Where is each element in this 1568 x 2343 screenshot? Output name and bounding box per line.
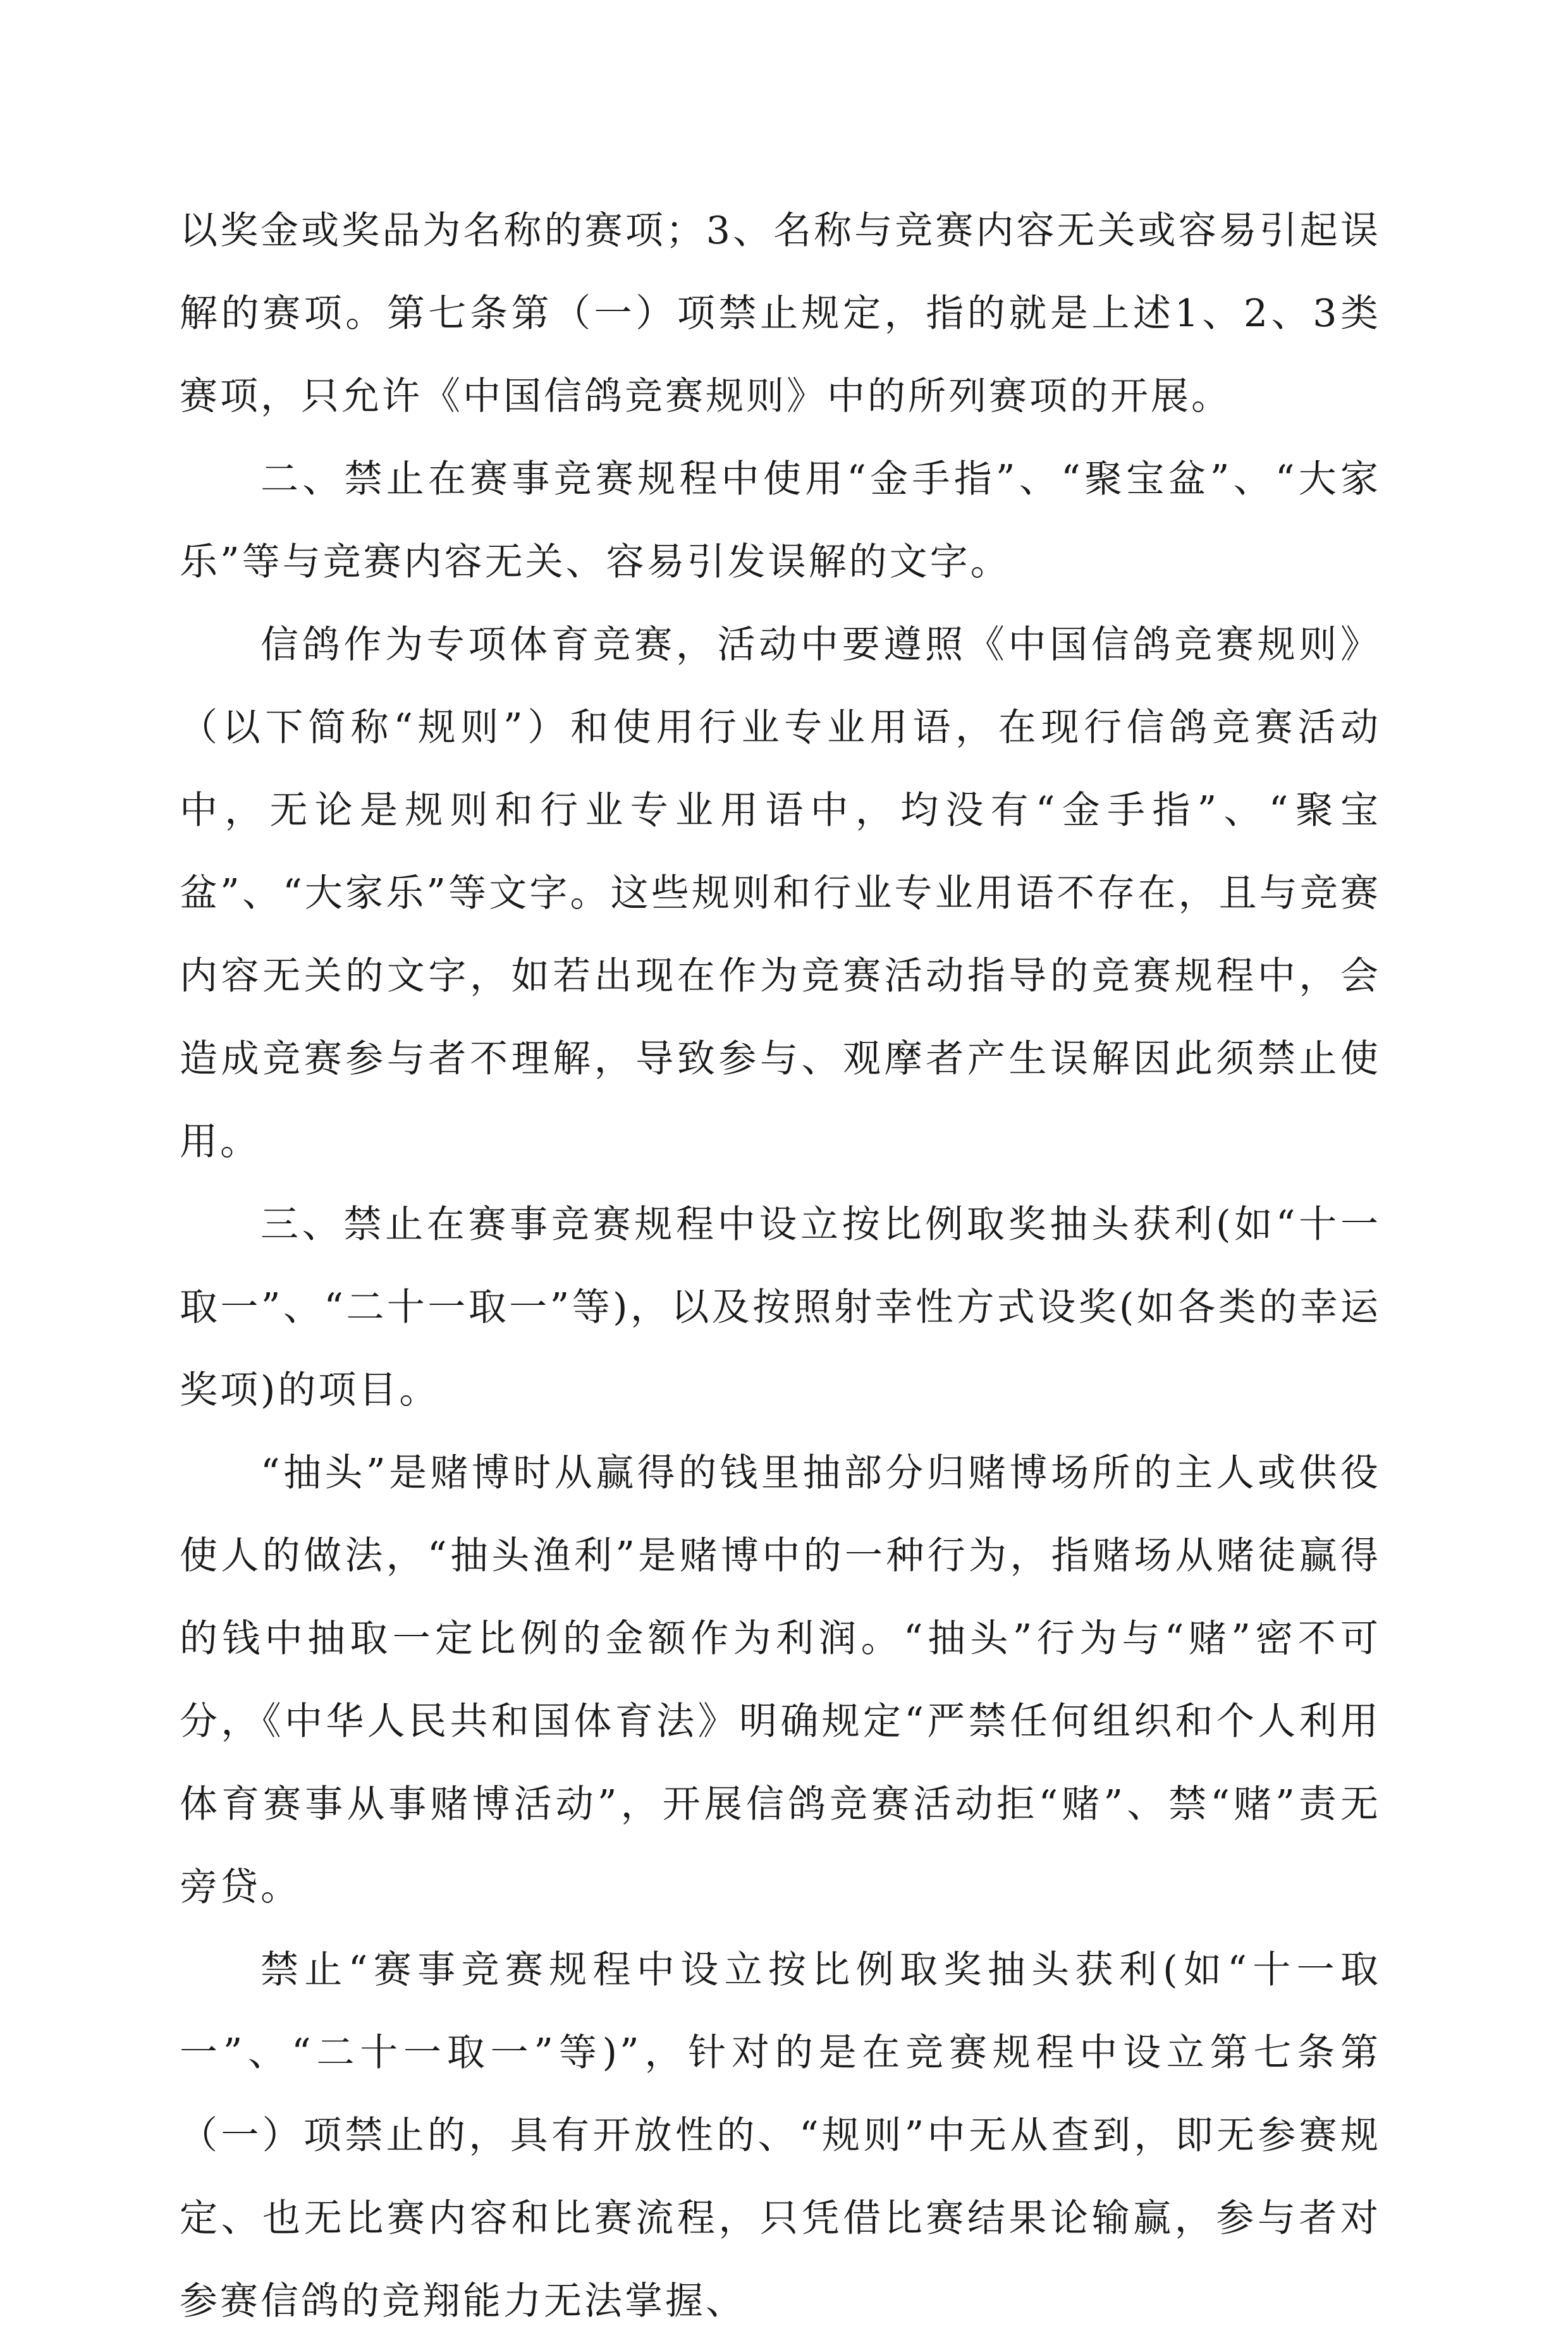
paragraph-rule-three-scope: 禁止“赛事竞赛规程中设立按比例取奖抽头获利(如“十一取一”、“二十一取一”等)”，针对的是在竞赛规程中设立第七条第（一）项禁止的，具有开放性的、“规则”中无从查到，即无参赛规定、也无比赛内容和比赛流程，只凭借比赛结果论输赢，参与者对参赛信鸽的竞翔能力无法掌握、 (180, 1948, 1381, 2323)
paragraph-rule-three-explanation: “抽头”是赌博时从赢得的钱里抽部分归赌博场所的主人或供役使人的做法，“抽头渔利”是赌博中的一种行为，指赌场从赌徒赢得的钱中抽取一定比例的金额作为利润。“抽头”行为与“赌”密不可分，《中华人民共和国体育法》明确规定“严禁任何组织和个人利用体育赛事从事赌博活动”，开展信鸽竞赛活动拒“赌”、禁“赌”责无旁贷。 (180, 1451, 1381, 1909)
paragraph-rule-three: 三、禁止在赛事竞赛规程中设立按比例取奖抽头获利(如“十一取一”、“二十一取一”等)，以及按照射幸性方式设奖(如各类的幸运奖项)的项目。 (180, 1202, 1381, 1412)
paragraph-continuation: 以奖金或奖品为名称的赛项；3、名称与竞赛内容无关或容易引起误解的赛项。第七条第（一）项禁止规定，指的就是上述1、2、3类赛项，只允许《中国信鸽竞赛规则》中的所列赛项的开展。 (180, 209, 1381, 419)
paragraph-rule-two-explanation: 信鸽作为专项体育竞赛，活动中要遵照《中国信鸽竞赛规则》（以下简称“规则”）和使用行业专业用语，在现行信鸽竞赛活动中，无论是规则和行业专业用语中，均没有“金手指”、“聚宝盆”、“大家乐”等文字。这些规则和行业专业用语不存在，且与竞赛内容无关的文字，如若出现在作为竞赛活动指导的竞赛规程中，会造成竞赛参与者不理解，导致参与、观摩者产生误解因此须禁止使用。 (180, 623, 1381, 1164)
document-body (180, 190, 1381, 2343)
paragraph-rule-two: 二、禁止在赛事竞赛规程中使用“金手指”、“聚宝盆”、“大家乐”等与竞赛内容无关、容易引发误解的文字。 (180, 457, 1381, 584)
